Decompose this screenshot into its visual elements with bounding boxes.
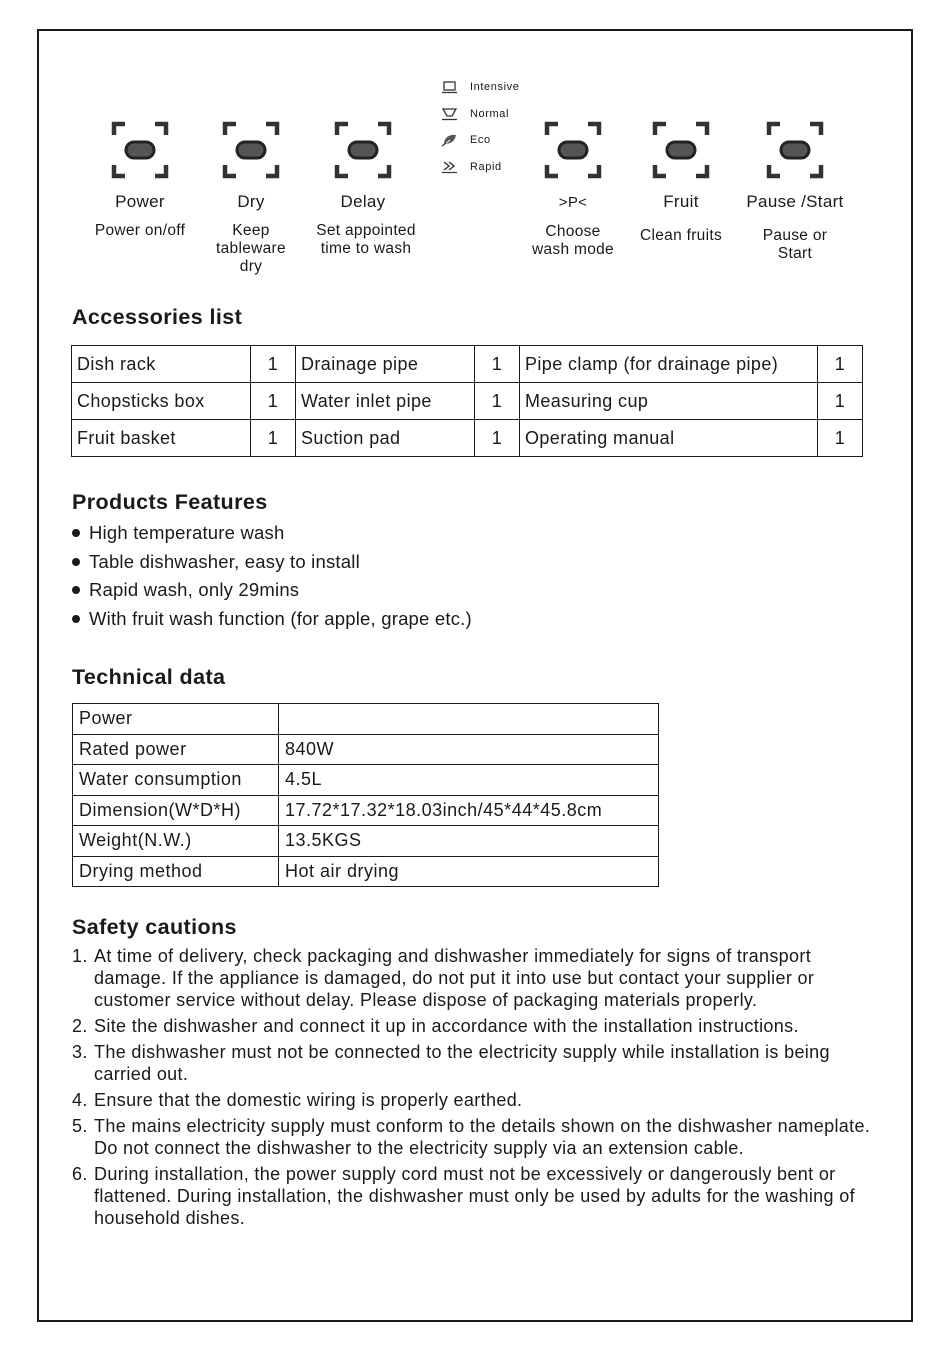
spec-key: Water consumption xyxy=(73,765,279,796)
accessory-item: Water inlet pipe xyxy=(296,383,475,420)
spec-key: Weight(N.W.) xyxy=(73,826,279,857)
table-row xyxy=(72,383,863,420)
list-item: 3. The dishwasher must not be connected to the electricity supply while installation is being carried out. xyxy=(72,1042,830,1084)
intensive-icon xyxy=(440,80,460,94)
accessory-item: Suction pad xyxy=(296,420,475,457)
accessory-item: Pipe clamp (for drainage pipe) xyxy=(520,346,818,383)
table-row xyxy=(73,856,659,887)
dry-button-panel[interactable] xyxy=(191,120,311,276)
spec-value: 13.5KGS xyxy=(279,826,659,857)
list-item: 4. Ensure that the domestic wiring is properly earthed. xyxy=(72,1090,523,1110)
push-button-icon xyxy=(651,120,711,180)
accessory-qty: 1 xyxy=(818,420,863,457)
push-button-icon xyxy=(221,120,281,180)
bullet-icon xyxy=(72,558,80,566)
accessory-qty: 1 xyxy=(251,383,296,420)
delay-description: Set appointed time to wash xyxy=(316,222,416,257)
table-row xyxy=(73,826,659,857)
mode-label: >P< xyxy=(558,194,588,211)
normal-icon xyxy=(440,107,460,121)
accessory-item: Dish rack xyxy=(72,346,251,383)
bullet-icon xyxy=(72,615,80,623)
mode-normal: Normal xyxy=(440,101,540,128)
accessory-item: Measuring cup xyxy=(520,383,818,420)
table-row xyxy=(73,765,659,796)
pause-start-label: Pause /Start xyxy=(746,192,844,211)
spec-key: Drying method xyxy=(73,856,279,887)
power-button-panel[interactable] xyxy=(80,120,200,240)
table-row xyxy=(73,704,659,735)
list-item: Rapid wash, only 29mins xyxy=(72,576,472,605)
fruit-button-panel[interactable] xyxy=(621,120,741,245)
accessory-qty: 1 xyxy=(251,420,296,457)
pause-start-description: Pause or Start xyxy=(762,227,828,262)
list-item: Table dishwasher, easy to install xyxy=(72,548,472,577)
mode-description: Choose wash mode xyxy=(532,223,614,258)
features-heading: Products Features xyxy=(72,490,268,514)
accessory-item: Drainage pipe xyxy=(296,346,475,383)
technical-table xyxy=(72,703,659,887)
push-button-icon xyxy=(765,120,825,180)
technical-heading: Technical data xyxy=(72,665,226,689)
accessory-qty: 1 xyxy=(475,420,520,457)
accessory-qty: 1 xyxy=(475,346,520,383)
list-item: 6. During installation, the power supply cord must not be excessively or dangerously bent or flattened. During installation, the dishwasher must only be used by adults for the washing of household dishes. xyxy=(72,1164,855,1228)
table-row xyxy=(73,795,659,826)
spec-value: 4.5L xyxy=(279,765,659,796)
spec-value: Hot air drying xyxy=(279,856,659,887)
spec-key: Dimension(W*D*H) xyxy=(73,795,279,826)
accessory-qty: 1 xyxy=(818,346,863,383)
list-item: 1. At time of delivery, check packaging and dishwasher immediately for signs of transport damage. If the appliance is damaged, do not put it into use but contact your supplier or customer service without delay. Please dispose of packaging materials properly. xyxy=(72,946,815,1010)
safety-heading: Safety cautions xyxy=(72,915,237,939)
bullet-icon xyxy=(72,586,80,594)
spec-value xyxy=(279,704,659,735)
mode-intensive: Intensive xyxy=(440,74,540,101)
accessory-item: Fruit basket xyxy=(72,420,251,457)
spec-key: Power xyxy=(73,704,279,735)
mode-eco: Eco xyxy=(440,127,540,154)
safety-list xyxy=(72,945,887,1233)
wash-mode-indicators xyxy=(440,74,540,180)
accessory-qty: 1 xyxy=(475,383,520,420)
pause-start-button-panel[interactable] xyxy=(735,120,855,263)
accessory-qty: 1 xyxy=(251,346,296,383)
dry-description: Keep tableware dry xyxy=(216,222,286,275)
push-button-icon xyxy=(333,120,393,180)
accessories-heading: Accessories list xyxy=(72,305,243,329)
bullet-icon xyxy=(72,529,80,537)
list-item: With fruit wash function (for apple, grape etc.) xyxy=(72,605,472,634)
fruit-label: Fruit xyxy=(663,192,699,211)
spec-key: Rated power xyxy=(73,734,279,765)
push-button-icon xyxy=(110,120,170,180)
accessory-qty: 1 xyxy=(818,383,863,420)
dry-label: Dry xyxy=(237,192,265,211)
accessory-item: Chopsticks box xyxy=(72,383,251,420)
list-item: 2. Site the dishwasher and connect it up in accordance with the installation instructions. xyxy=(72,1016,799,1036)
table-row xyxy=(73,734,659,765)
spec-value: 17.72*17.32*18.03inch/45*44*45.8cm xyxy=(279,795,659,826)
push-button-icon xyxy=(543,120,603,180)
mode-rapid: Rapid xyxy=(440,154,540,181)
eco-leaf-icon xyxy=(440,133,460,147)
table-row xyxy=(72,346,863,383)
accessories-table xyxy=(71,345,863,457)
accessory-item: Operating manual xyxy=(520,420,818,457)
power-label: Power xyxy=(115,192,165,211)
list-item: High temperature wash xyxy=(72,519,472,548)
features-list xyxy=(72,519,472,633)
table-row xyxy=(72,420,863,457)
delay-button-panel[interactable] xyxy=(303,120,423,258)
list-item: 5. The mains electricity supply must conform to the details shown on the dishwasher nameplate. Do not connect the dishwasher to the electricity supply via an extension cable. xyxy=(72,1116,871,1158)
delay-label: Delay xyxy=(340,192,386,211)
power-description: Power on/off xyxy=(94,222,186,239)
spec-value: 840W xyxy=(279,734,659,765)
fruit-description: Clean fruits xyxy=(640,227,722,244)
rapid-chevron-icon xyxy=(440,160,460,174)
